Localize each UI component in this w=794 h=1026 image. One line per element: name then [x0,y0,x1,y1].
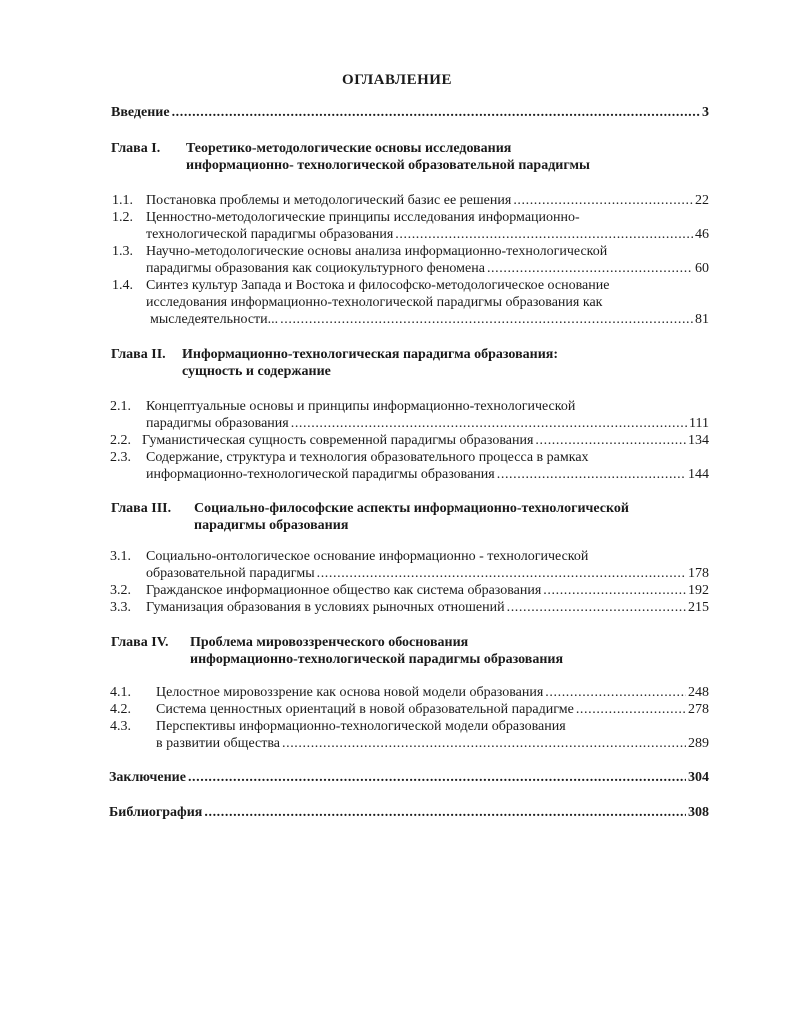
section-number: 1.1. [112,193,133,208]
page-number: 46 [695,227,709,242]
section-number: 3.3. [110,600,131,615]
dot-leader [535,432,686,449]
chapter-1-label: Глава I. [111,141,161,156]
toc-entry-2-1-line-1: Концептуальные основы и принципы информационно-технологической [146,399,576,414]
page-number: 22 [695,193,709,208]
toc-entry-2-2[interactable] [142,432,709,449]
chapter-3-title-line-1: Социально-философские аспекты информационно-технологической [194,501,629,516]
entry-label: в развитии общества [156,736,280,751]
toc-entry-4-3[interactable] [156,735,709,752]
section-number: 1.3. [112,244,133,259]
dot-leader [280,311,693,328]
toc-entry-3-3[interactable] [146,599,709,616]
entry-label: информационно-технологической парадигмы образования [146,467,495,482]
dot-leader [395,226,693,243]
dot-leader [172,104,700,121]
entry-label: Библиография [109,805,203,820]
toc-entry-1-2-line-1: Ценностно-методологические принципы исследования информационно- [146,210,580,225]
dot-leader [545,684,686,701]
dot-leader [317,565,686,582]
page-number: 278 [688,702,709,717]
dot-leader [576,701,686,718]
entry-label: Гражданское информационное общество как система образования [146,583,542,598]
toc-entry-2-1[interactable] [146,415,709,432]
toc-entry-3-1[interactable] [146,565,709,582]
toc-entry-2-3[interactable] [146,466,709,483]
dot-leader [291,415,687,432]
page-number: 111 [689,416,709,431]
page-number: 81 [695,312,709,327]
toc-entry-conclusion[interactable] [109,769,709,786]
page-number: 134 [688,433,709,448]
toc-entry-1-2[interactable] [146,226,709,243]
section-number: 3.1. [110,549,131,564]
chapter-3-title-line-2: парадигмы образования [194,518,349,533]
toc-entry-bibliography[interactable] [109,804,709,821]
toc-entry-1-4[interactable] [150,311,709,328]
dot-leader [487,260,693,277]
entry-label: Постановка проблемы и методологический базис ее решения [146,193,512,208]
page-number: 248 [688,685,709,700]
chapter-2-label: Глава II. [111,347,166,362]
entry-label: мыследеятельности... [150,312,279,327]
page-number: 215 [688,600,709,615]
page-number: 308 [688,805,709,820]
page-number: 289 [688,736,709,751]
entry-label: Гуманистическая сущность современной парадигмы образования [142,433,534,448]
chapter-2-title-line-1: Информационно-технологическая парадигма образования: [182,347,559,362]
toc-entry-1-3-line-1: Научно-методологические основы анализа информационно-технологической [146,244,608,259]
entry-label: Заключение [109,770,186,785]
section-number: 4.2. [110,702,131,717]
toc-entry-4-3-line-1: Перспективы информационно-технологической модели образования [156,719,566,734]
entry-label: технологической парадигмы образования [146,227,394,242]
section-number: 1.2. [112,210,133,225]
chapter-4-title-line-2: информационно-технологической парадигмы образования [190,652,564,667]
entry-label: образовательной парадигмы [146,566,315,581]
dot-leader [497,466,686,483]
section-number: 2.2. [110,433,131,448]
dot-leader [513,192,693,209]
toc-entry-2-3-line-1: Содержание, структура и технология образовательного процесса в рамках [146,450,589,465]
toc-entry-3-2[interactable] [146,582,709,599]
toc-entry-1-4-line-2: исследования информационно-технологической парадигмы образования как [146,295,603,310]
toc-entry-4-1[interactable] [156,684,709,701]
dot-leader [204,804,686,821]
toc-entry-4-2[interactable] [156,701,709,718]
page-number: 178 [688,566,709,581]
entry-label: Целостное мировоззрение как основа новой модели образования [156,685,544,700]
section-number: 2.3. [110,450,131,465]
section-number: 1.4. [112,278,133,293]
toc-entry-1-1[interactable] [146,192,709,209]
toc-entry-1-4-line-1: Синтез культур Запада и Востока и философско-методологическое основание [146,278,610,293]
page-title: ОГЛАВЛЕНИЕ [342,72,452,88]
section-number: 3.2. [110,583,131,598]
chapter-1-title-line-1: Теоретико-методологические основы исследования [186,141,512,156]
entry-label: Гуманизация образования в условиях рыночных отношений [146,600,505,615]
entry-label: Система ценностных ориентаций в новой образовательной парадигме [156,702,574,717]
page-number: 304 [688,770,709,785]
dot-leader [543,582,686,599]
chapter-1-title-line-2: информационно- технологической образовательной парадигмы [186,158,590,173]
dot-leader [188,769,686,786]
section-number: 4.1. [110,685,131,700]
page-number: 3 [702,105,709,120]
chapter-4-title-line-1: Проблема мировоззренческого обоснования [190,635,469,650]
page-number: 144 [688,467,709,482]
toc-entry-introduction[interactable] [111,104,709,121]
section-number: 2.1. [110,399,131,414]
dot-leader [282,735,686,752]
page-number: 192 [688,583,709,598]
toc-entry-1-3[interactable] [146,260,709,277]
entry-label: Введение [111,105,170,120]
toc-entry-3-1-line-1: Социально-онтологическое основание информационно - технологической [146,549,589,564]
entry-label: парадигмы образования [146,416,289,431]
chapter-4-label: Глава IV. [111,635,169,650]
dot-leader [507,599,686,616]
chapter-2-title-line-2: сущность и содержание [182,364,331,379]
section-number: 4.3. [110,719,131,734]
chapter-3-label: Глава III. [111,501,172,516]
page-number: 60 [695,261,709,276]
entry-label: парадигмы образования как социокультурного феномена [146,261,485,276]
